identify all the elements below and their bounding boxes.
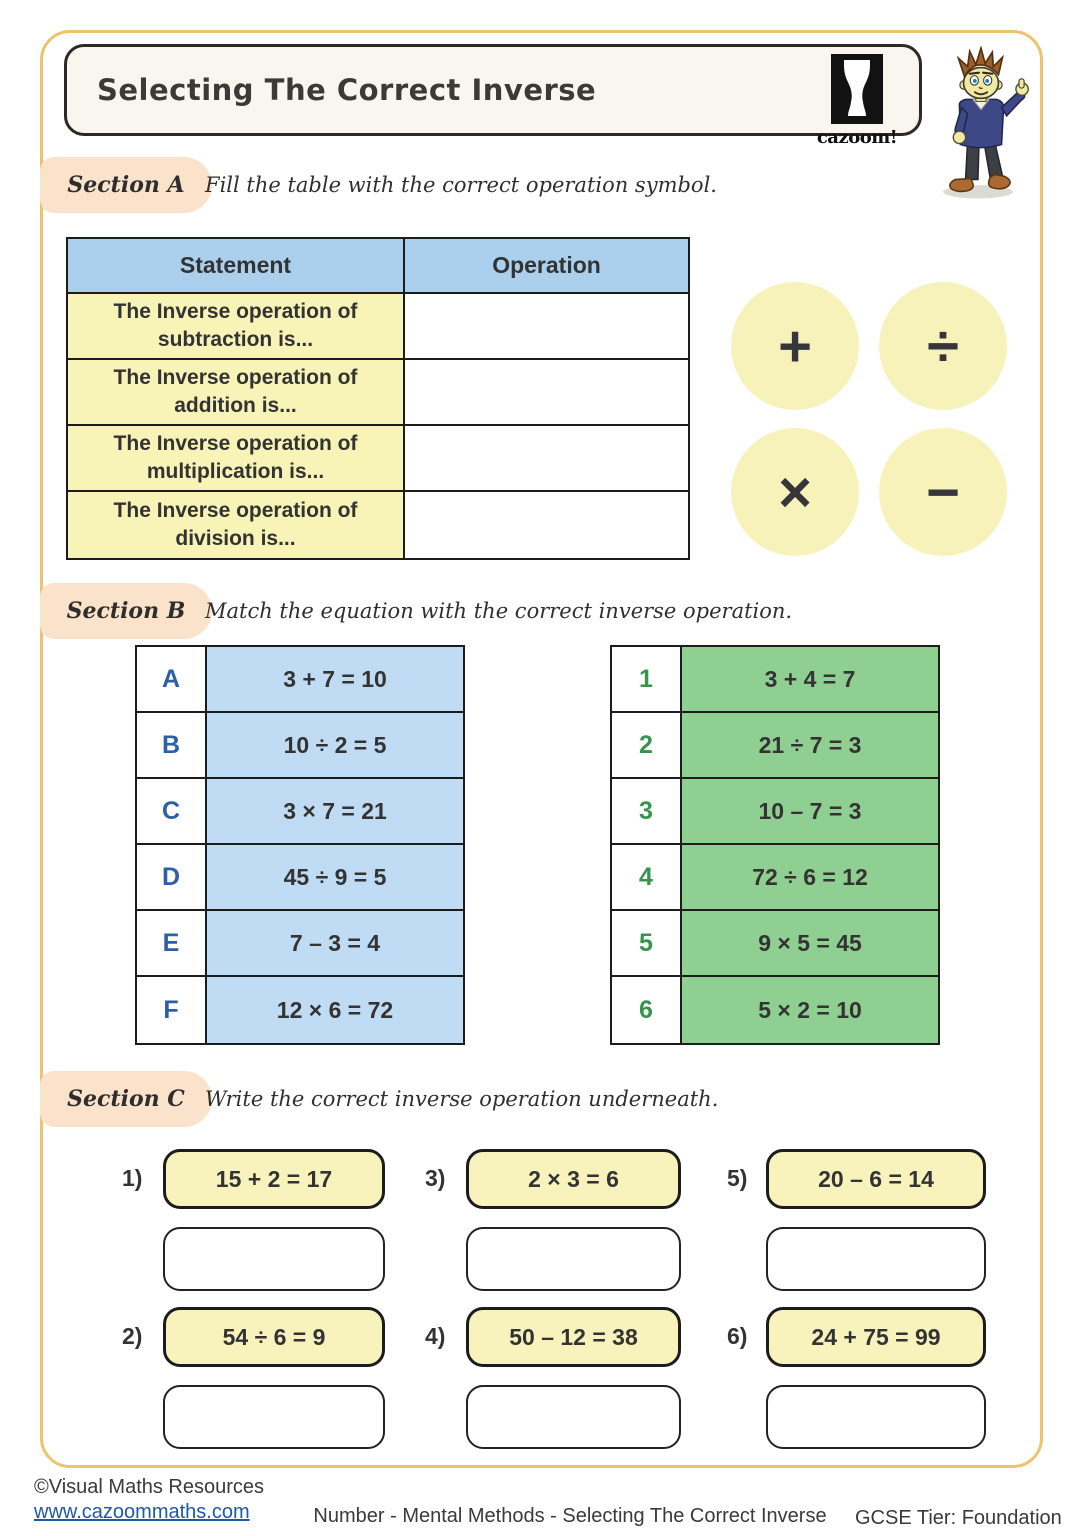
row-key: 4	[612, 845, 682, 911]
statement-cell: The Inverse operation of multiplication is...	[68, 426, 405, 492]
plus-symbol-token[interactable]: +	[731, 282, 859, 410]
statement-cell: The Inverse operation of subtraction is...	[68, 294, 405, 360]
row-key: C	[137, 779, 207, 845]
equation-cell: 3 + 7 = 10	[207, 647, 463, 713]
row-key: 2	[612, 713, 682, 779]
operation-answer-cell[interactable]	[405, 426, 688, 492]
inverse-cell: 72 ÷ 6 = 12	[682, 845, 938, 911]
equation-box: 24 + 75 = 99	[766, 1307, 986, 1367]
row-key: B	[137, 713, 207, 779]
section-a-table	[66, 237, 690, 560]
copyright-text: ©Visual Maths Resources	[34, 1476, 265, 1498]
cazoom-logo	[807, 54, 907, 148]
answer-box[interactable]	[766, 1385, 986, 1449]
statement-cell: The Inverse operation of addition is...	[68, 360, 405, 426]
inverse-cell: 10 – 7 = 3	[682, 779, 938, 845]
gcse-tier-text: GCSE Tier: Foundation	[855, 1507, 1062, 1529]
minus-symbol-token[interactable]: −	[879, 428, 1007, 556]
operation-answer-cell[interactable]	[405, 294, 688, 360]
cazoom-logo-icon	[831, 54, 883, 124]
cazoom-logo-label: cazoom!	[816, 127, 898, 148]
section-a-instruction: Fill the table with the correct operation symbol.	[205, 173, 717, 197]
equation-cell: 7 – 3 = 4	[207, 911, 463, 977]
section-c-pill	[40, 1071, 212, 1127]
row-key: D	[137, 845, 207, 911]
title-bar	[64, 44, 922, 148]
inverse-cell: 9 × 5 = 45	[682, 911, 938, 977]
divide-symbol-token[interactable]: ÷	[879, 282, 1007, 410]
row-key: 5	[612, 911, 682, 977]
column-header-statement: Statement	[68, 239, 405, 294]
item-number: 5)	[727, 1165, 748, 1191]
column-header-operation: Operation	[405, 239, 688, 294]
row-key: 1	[612, 647, 682, 713]
item-number: 1)	[122, 1165, 143, 1191]
operation-answer-cell[interactable]	[405, 360, 688, 426]
equation-cell: 45 ÷ 9 = 5	[207, 845, 463, 911]
website-link[interactable]: www.cazoommaths.com	[34, 1501, 250, 1523]
equation-box: 20 – 6 = 14	[766, 1149, 986, 1209]
answer-box[interactable]	[163, 1227, 385, 1291]
answer-box[interactable]	[466, 1385, 681, 1449]
item-number: 4)	[425, 1323, 446, 1349]
row-key: 6	[612, 977, 682, 1043]
item-number: 3)	[425, 1165, 446, 1191]
answer-box[interactable]	[766, 1227, 986, 1291]
row-key: A	[137, 647, 207, 713]
equation-box: 50 – 12 = 38	[466, 1307, 681, 1367]
row-key: E	[137, 911, 207, 977]
row-key: F	[137, 977, 207, 1043]
equation-box: 2 × 3 = 6	[466, 1149, 681, 1209]
section-c-label: Section C	[67, 1086, 185, 1112]
equation-box: 54 ÷ 6 = 9	[163, 1307, 385, 1367]
section-b-equations-table	[135, 645, 465, 1045]
equation-box: 15 + 2 = 17	[163, 1149, 385, 1209]
inverse-cell: 3 + 4 = 7	[682, 647, 938, 713]
section-a-pill	[40, 157, 212, 213]
mascot-boy-illustration	[924, 46, 1038, 200]
equation-cell: 10 ÷ 2 = 5	[207, 713, 463, 779]
statement-cell: The Inverse operation of division is...	[68, 492, 405, 558]
inverse-cell: 21 ÷ 7 = 3	[682, 713, 938, 779]
equation-cell: 12 × 6 = 72	[207, 977, 463, 1043]
worksheet-breadcrumb: Number - Mental Methods - Selecting The Correct Inverse	[313, 1505, 827, 1527]
answer-box[interactable]	[466, 1227, 681, 1291]
section-b-label: Section B	[66, 598, 186, 624]
section-b-instruction: Match the equation with the correct inverse operation.	[205, 599, 793, 623]
page-title: Selecting The Correct Inverse	[97, 73, 597, 107]
operation-answer-cell[interactable]	[405, 492, 688, 558]
section-b-pill	[40, 583, 212, 639]
item-number: 2)	[122, 1323, 143, 1349]
inverse-cell: 5 × 2 = 10	[682, 977, 938, 1043]
equation-cell: 3 × 7 = 21	[207, 779, 463, 845]
answer-box[interactable]	[163, 1385, 385, 1449]
row-key: 3	[612, 779, 682, 845]
section-b-inverses-table	[610, 645, 940, 1045]
section-a-label: Section A	[67, 172, 185, 198]
item-number: 6)	[727, 1323, 748, 1349]
multiply-symbol-token[interactable]: ×	[731, 428, 859, 556]
section-c-instruction: Write the correct inverse operation underneath.	[205, 1087, 719, 1111]
